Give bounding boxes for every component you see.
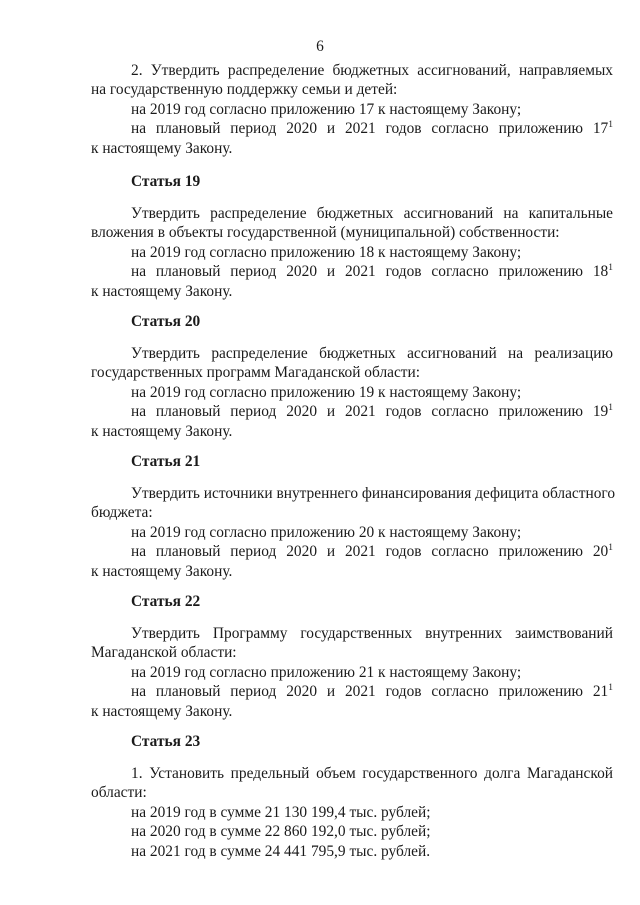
page-number: 6 bbox=[316, 38, 324, 55]
art18-p2-line-5: к настоящему Закону. bbox=[91, 140, 233, 157]
art21-line-5: к настоящему Закону. bbox=[91, 563, 233, 580]
art19-line-1: Утвердить распределение бюджетных ассигнований на капитальные bbox=[131, 205, 613, 222]
art20-heading: Статья 20 bbox=[131, 313, 201, 330]
art21-line-4-superscript: 1 bbox=[608, 542, 613, 553]
art23-heading: Статья 23 bbox=[131, 733, 201, 750]
art23-line-4: на 2020 год в сумме 22 860 192,0 тыс. рублей; bbox=[131, 823, 431, 840]
art20-line-2: государственных программ Магаданской области: bbox=[91, 364, 421, 381]
art19-line-5: к настоящему Закону. bbox=[91, 283, 233, 300]
art23-line-1: 1. Установить предельный объем государственного долга Магаданской bbox=[131, 765, 613, 782]
art23-line-5: на 2021 год в сумме 24 441 795,9 тыс. рублей. bbox=[131, 843, 431, 860]
art20-line-1: Утвердить распределение бюджетных ассигнований на реализацию bbox=[131, 345, 613, 362]
art22-line-1: Утвердить Программу государственных внутренних заимствований bbox=[131, 625, 613, 642]
art20-line-5: к настоящему Закону. bbox=[91, 423, 233, 440]
art18-p2-line-3: на 2019 год согласно приложению 17 к настоящему Закону; bbox=[131, 101, 522, 118]
art18-p2-line-4-text: на плановый период 2020 и 2021 годов согласно приложению 17 bbox=[131, 120, 609, 137]
art22-line-2: Магаданской области: bbox=[91, 644, 237, 661]
art22-line-4-text: на плановый период 2020 и 2021 годов согласно приложению 21 bbox=[131, 683, 609, 700]
art20-line-4 bbox=[131, 402, 613, 422]
art18-p2-line-4 bbox=[131, 119, 613, 139]
art18-p2-line-1: 2. Утвердить распределение бюджетных ассигнований, направляемых bbox=[131, 62, 613, 79]
art23-line-3: на 2019 год в сумме 21 130 199,4 тыс. рублей; bbox=[131, 804, 431, 821]
art19-line-4 bbox=[131, 262, 613, 282]
art22-line-3: на 2019 год согласно приложению 21 к настоящему Закону; bbox=[131, 664, 522, 681]
art20-line-4-text: на плановый период 2020 и 2021 годов согласно приложению 19 bbox=[131, 403, 609, 420]
art19-line-4-text: на плановый период 2020 и 2021 годов согласно приложению 18 bbox=[131, 263, 609, 280]
art22-line-5: к настоящему Закону. bbox=[91, 703, 233, 720]
art21-line-4-text: на плановый период 2020 и 2021 годов согласно приложению 20 bbox=[131, 543, 609, 560]
art22-heading: Статья 22 bbox=[131, 593, 201, 610]
art22-line-4-superscript: 1 bbox=[608, 682, 613, 693]
art19-line-2: вложения в объекты государственной (муниципальной) собственности: bbox=[91, 224, 560, 241]
art21-heading: Статья 21 bbox=[131, 453, 201, 470]
art21-line-1: Утвердить источники внутреннего финансирования дефицита областного bbox=[131, 485, 616, 502]
art19-line-4-superscript: 1 bbox=[608, 262, 613, 273]
art20-line-3: на 2019 год согласно приложению 19 к настоящему Закону; bbox=[131, 384, 522, 401]
art22-line-4 bbox=[131, 682, 613, 702]
art19-heading: Статья 19 bbox=[131, 173, 201, 190]
art20-line-4-superscript: 1 bbox=[608, 402, 613, 413]
art18-p2-line-2: на государственную поддержку семьи и детей: bbox=[91, 81, 398, 98]
art21-line-3: на 2019 год согласно приложению 20 к настоящему Закону; bbox=[131, 524, 522, 541]
art21-line-2: бюджета: bbox=[91, 504, 153, 521]
art19-line-3: на 2019 год согласно приложению 18 к настоящему Закону; bbox=[131, 244, 522, 261]
art21-line-4 bbox=[131, 542, 613, 562]
art18-p2-line-4-superscript: 1 bbox=[608, 119, 613, 130]
art23-line-2: области: bbox=[91, 784, 147, 801]
